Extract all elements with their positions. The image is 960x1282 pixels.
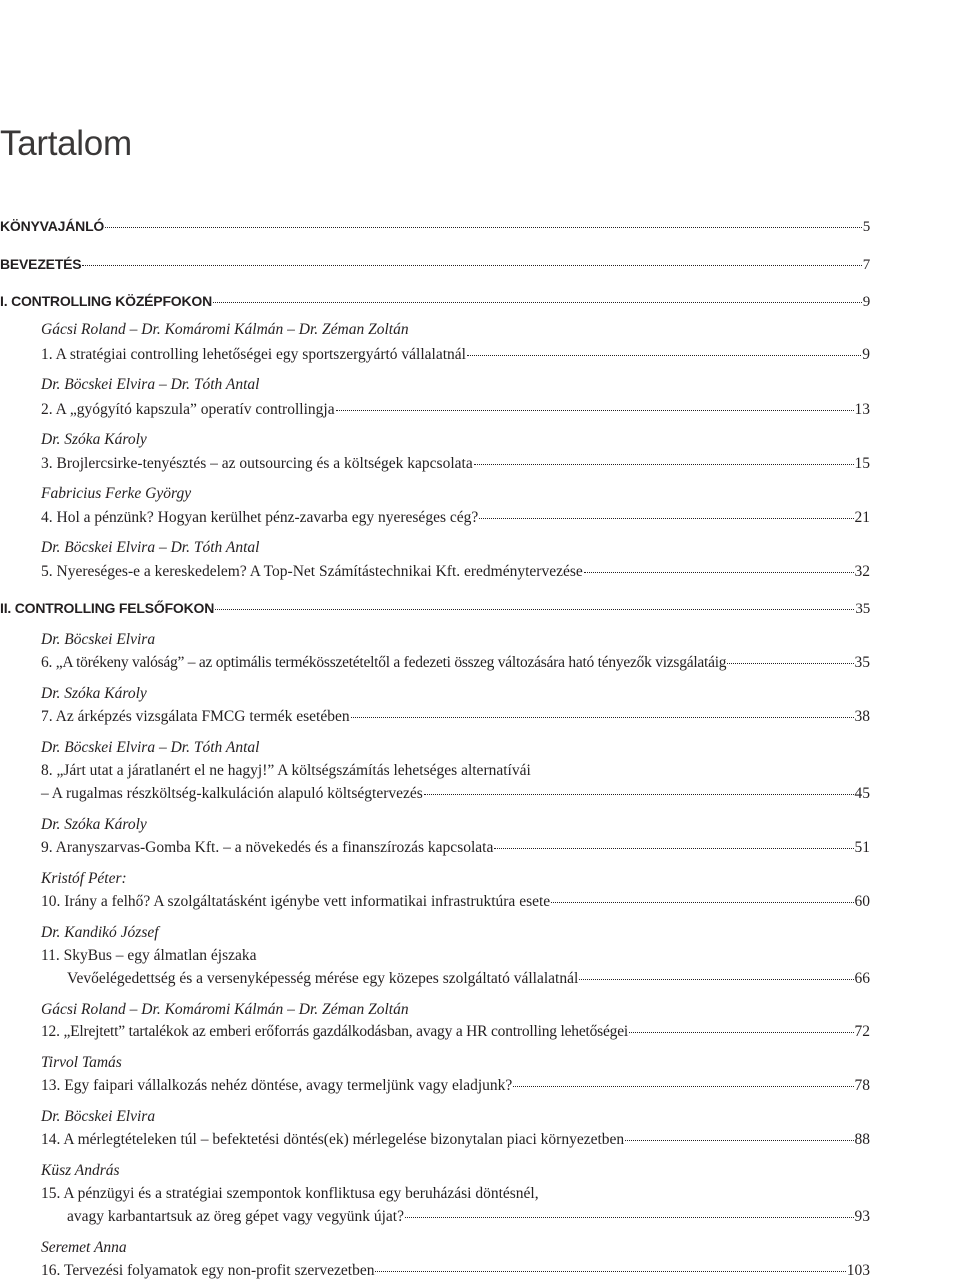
page-number: 60 <box>854 893 870 910</box>
page-number: 35 <box>855 601 870 617</box>
page-number: 45 <box>854 785 870 802</box>
toc-entry[interactable] <box>41 1022 870 1042</box>
page-number: 35 <box>854 654 870 671</box>
page-number: 13 <box>854 401 870 418</box>
section-label: KÖNYVAJÁNLÓ <box>0 218 105 234</box>
section-label: I. CONTROLLING KÖZÉPFOKON <box>0 293 212 309</box>
entry-title-continued: Vevőelégedettség és a versenyképesség mérése egy közepes szolgáltató vállalatnál <box>67 970 579 987</box>
page-number: 51 <box>854 839 870 856</box>
toc-entry[interactable] <box>41 892 870 912</box>
dot-leader <box>213 301 862 303</box>
entry-title: 9. Aranyszarvas-Gomba Kft. – a növekedés és a finanszírozás kapcsolata <box>41 839 494 856</box>
page-number: 32 <box>854 563 870 580</box>
page-number: 9 <box>862 346 870 363</box>
entry-title: 2. A „gyógyító kapszula” operatív controllingja <box>41 401 335 418</box>
entry-author: Kristóf Péter: <box>41 870 127 887</box>
entry-author: Gácsi Roland – Dr. Komáromi Kálmán – Dr. Zéman Zoltán <box>41 321 409 338</box>
entry-title-continued: avagy karbantartsuk az öreg gépet vagy vegyünk újat? <box>67 1208 404 1225</box>
dot-leader <box>727 662 853 664</box>
toc-entry[interactable] <box>41 345 870 365</box>
toc-section-bevezetes[interactable] <box>0 254 870 275</box>
dot-leader <box>584 571 854 573</box>
entry-title: 7. Az árképzés vizsgálata FMCG termék esetében <box>41 708 350 725</box>
toc-entry[interactable] <box>41 454 870 474</box>
toc-entry[interactable] <box>41 400 870 420</box>
dot-leader <box>579 978 853 980</box>
toc-entry[interactable] <box>41 1076 870 1096</box>
page-number: 15 <box>854 455 870 472</box>
page-number: 88 <box>854 1131 870 1148</box>
entry-author: Dr. Böcskei Elvira – Dr. Tóth Antal <box>41 376 260 393</box>
entry-author: Dr. Szóka Károly <box>41 816 147 833</box>
page-number: 66 <box>854 970 870 987</box>
page-number: 72 <box>854 1023 870 1040</box>
toc-entry[interactable] <box>67 969 870 989</box>
entry-author: Seremet Anna <box>41 1239 127 1256</box>
page-number: 78 <box>854 1077 870 1094</box>
entry-title[interactable]: 11. SkyBus – egy álmatlan éjszaka <box>41 947 257 964</box>
entry-author: Dr. Böcskei Elvira – Dr. Tóth Antal <box>41 739 260 756</box>
dot-leader <box>467 354 861 356</box>
dot-leader <box>424 793 854 795</box>
page-number: 93 <box>854 1208 870 1225</box>
dot-leader <box>375 1270 845 1272</box>
entry-author: Dr. Böcskei Elvira <box>41 631 156 648</box>
toc-entry[interactable] <box>41 1130 870 1150</box>
toc-entry[interactable] <box>41 508 870 528</box>
dot-leader <box>494 847 853 849</box>
toc-section-controlling-felsofokon[interactable] <box>0 598 870 619</box>
dot-leader <box>474 463 854 465</box>
page-number: 7 <box>862 257 870 273</box>
entry-title: 4. Hol a pénzünk? Hogyan kerülhet pénz-zavarba egy nyereséges cég? <box>41 509 479 526</box>
section-label: BEVEZETÉS <box>0 256 82 272</box>
toc-entry[interactable] <box>41 653 870 673</box>
entry-title: 16. Tervezési folyamatok egy non-profit szervezetben <box>41 1262 375 1279</box>
entry-author: Tirvol Tamás <box>41 1054 122 1071</box>
dot-leader <box>551 901 853 903</box>
dot-leader <box>105 226 862 228</box>
entry-author: Küsz András <box>41 1162 120 1179</box>
entry-title: 14. A mérlegtételeken túl – befektetési döntés(ek) mérlegelése bizonytalan piaci környezetben <box>41 1131 625 1148</box>
page-number: 21 <box>854 509 870 526</box>
entry-title: 3. Brojlercsirke-tenyésztés – az outsourcing és a költségek kapcsolata <box>41 455 473 472</box>
entry-title-continued: – A rugalmas részköltség-kalkuláción alapuló költségtervezés <box>41 785 423 802</box>
toc-entry[interactable] <box>41 838 870 858</box>
dot-leader <box>82 264 861 266</box>
entry-author: Gácsi Roland – Dr. Komáromi Kálmán – Dr. Zéman Zoltán <box>41 1001 409 1018</box>
entry-title[interactable]: 15. A pénzügyi és a stratégiai szempontok konfliktusa egy beruházási döntésnél, <box>41 1185 539 1202</box>
section-label: II. CONTROLLING FELSŐFOKON <box>0 600 215 616</box>
toc-entry[interactable] <box>41 707 870 727</box>
page-number: 9 <box>862 294 870 310</box>
entry-author: Dr. Böcskei Elvira <box>41 1108 156 1125</box>
dot-leader <box>629 1031 854 1033</box>
entry-title: 1. A stratégiai controlling lehetőségei egy sportszergyártó vállalatnál <box>41 346 466 363</box>
page-number: 38 <box>854 708 870 725</box>
entry-title: 13. Egy faipari vállalkozás nehéz döntése, avagy termeljünk vagy eladjunk? <box>41 1077 513 1094</box>
toc-section-controlling-kozepfokon[interactable] <box>0 291 870 312</box>
dot-leader <box>513 1085 853 1087</box>
toc-section-konyvajanlo[interactable] <box>0 216 870 237</box>
dot-leader <box>215 608 854 610</box>
page-number: 103 <box>846 1262 870 1279</box>
toc-entry[interactable] <box>67 1207 870 1227</box>
entry-author: Fabricius Ferke György <box>41 485 192 502</box>
dot-leader <box>336 409 854 411</box>
page-number: 5 <box>862 219 870 235</box>
dot-leader <box>625 1139 853 1141</box>
dot-leader <box>479 517 853 519</box>
toc-entry[interactable] <box>41 784 870 804</box>
entry-title: 6. „A törékeny valóság” – az optimális termékösszetételtől a fedezeti összeg változására ható tényezők vizsgálatáig <box>41 654 727 671</box>
entry-author: Dr. Szóka Károly <box>41 431 147 448</box>
dot-leader <box>405 1216 854 1218</box>
toc-entry[interactable] <box>41 562 870 582</box>
dot-leader <box>351 716 854 718</box>
entry-author: Dr. Böcskei Elvira – Dr. Tóth Antal <box>41 539 260 556</box>
entry-title: 10. Irány a felhő? A szolgáltatásként igénybe vett informatikai infrastruktúra esete <box>41 893 551 910</box>
page-title: Tartalom <box>0 124 132 163</box>
toc-entry[interactable] <box>41 1261 870 1281</box>
entry-title[interactable]: 8. „Járt utat a járatlanért el ne hagyj!” A költségszámítás lehetséges alternatívái <box>41 762 531 779</box>
entry-title: 5. Nyereséges-e a kereskedelem? A Top-Net Számítástechnikai Kft. eredménytervezése <box>41 563 583 580</box>
entry-title: 12. „Elrejtett” tartalékok az emberi erőforrás gazdálkodásban, avagy a HR controlling lehetőségei <box>41 1023 628 1040</box>
entry-author: Dr. Kandikó József <box>41 924 159 941</box>
entry-author: Dr. Szóka Károly <box>41 685 147 702</box>
